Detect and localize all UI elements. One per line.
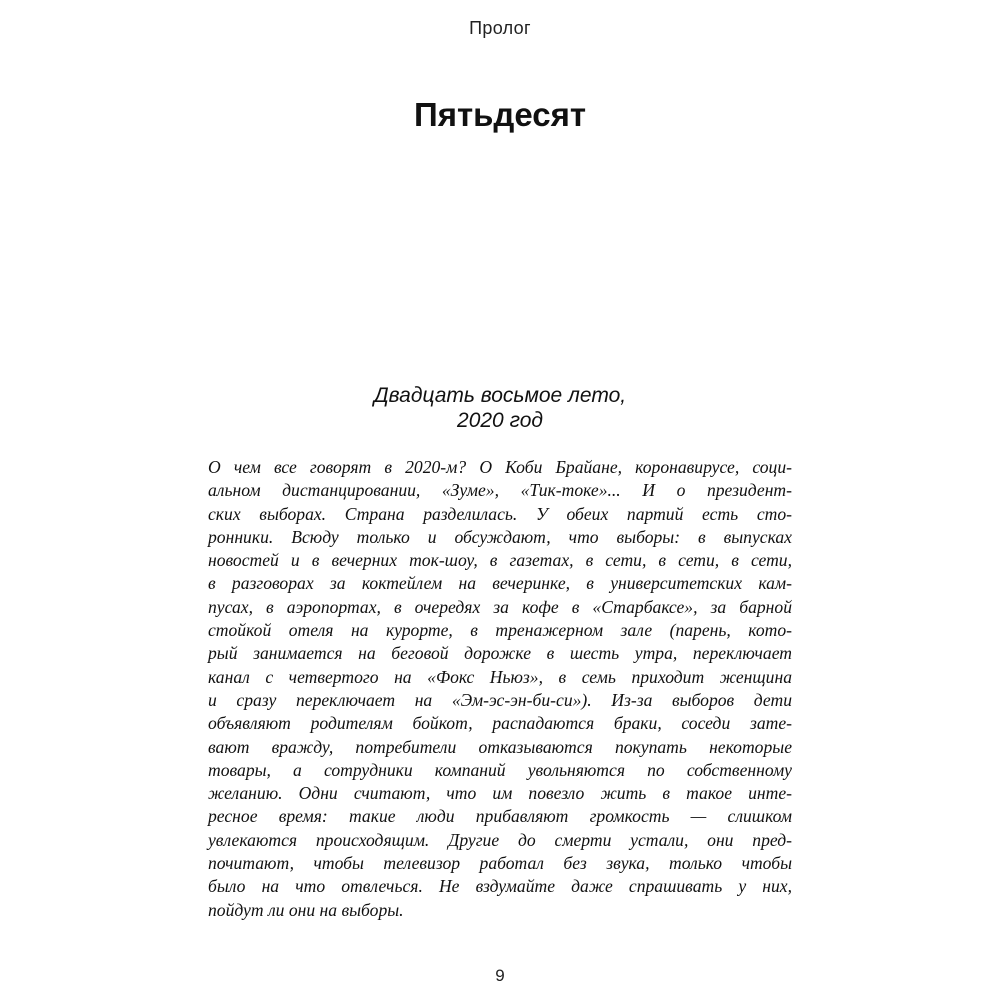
text-line: и сразу переключает на «Эм-эс-эн-би-си»). Из-за выборов дети xyxy=(208,689,792,710)
subtitle-line-2: 2020 год xyxy=(457,409,543,432)
text-line: рый занимается на беговой дорожке в шесть утра, переключает xyxy=(208,643,792,664)
text-line: в разговорах за коктейлем на вечеринке, в университетских кам- xyxy=(208,573,792,594)
subtitle-line-1: Двадцать восьмое лето, xyxy=(373,384,627,407)
text-line: ских выборах. Страна разделилась. У обеих партий есть сто- xyxy=(208,503,792,524)
text-line: стойкой отеля на курорте, в тренажерном зале (парень, кото- xyxy=(208,620,792,641)
text-line: ресное время: такие люди прибавляют громкость — слишком xyxy=(208,806,792,827)
text-line: увлекаются происходящим. Другие до смерти устали, они пред- xyxy=(208,829,792,850)
chapter-title: Пятьдесят xyxy=(413,96,587,133)
text-line: ронники. Всюду только и обсуждают, что выборы: в выпусках xyxy=(208,526,792,547)
text-line: вают вражду, потребители отказываются покупать некоторые xyxy=(208,736,792,757)
text-line: пусах, в аэропортах, в очередях за кофе в «Старбаксе», за барной xyxy=(208,596,792,617)
running-head: Пролог xyxy=(469,18,531,38)
text-line: канал с четвертого на «Фокс Ньюз», в семь приходит женщина xyxy=(208,666,792,687)
text-line: почитают, чтобы телевизор работал без звука, только чтобы xyxy=(208,853,792,874)
section-subtitle xyxy=(0,383,1000,433)
text-line: товары, а сотрудники компаний увольняются по собственному xyxy=(208,759,792,780)
text-line: новостей и в вечерних ток-шоу, в газетах, в сети, в сети, в сети, xyxy=(208,550,792,571)
text-line: альном дистанцировании, «Зуме», «Тик-токе»... И о президент- xyxy=(208,480,792,501)
text-line: пойдут ли они на выборы. xyxy=(208,899,404,920)
text-line: желанию. Одни считают, что им повезло жить в такое инте- xyxy=(208,783,792,804)
body-paragraph xyxy=(208,456,792,922)
text-line: было на что отвлечься. Не вздумайте даже спрашивать у них, xyxy=(208,876,792,897)
text-line: О чем все говорят в 2020-м? О Коби Брайане, коронавирусе, соци- xyxy=(208,457,792,477)
page-number: 9 xyxy=(495,966,505,985)
text-line: объявляют родителям бойкот, распадаются браки, соседи зате- xyxy=(208,713,792,734)
